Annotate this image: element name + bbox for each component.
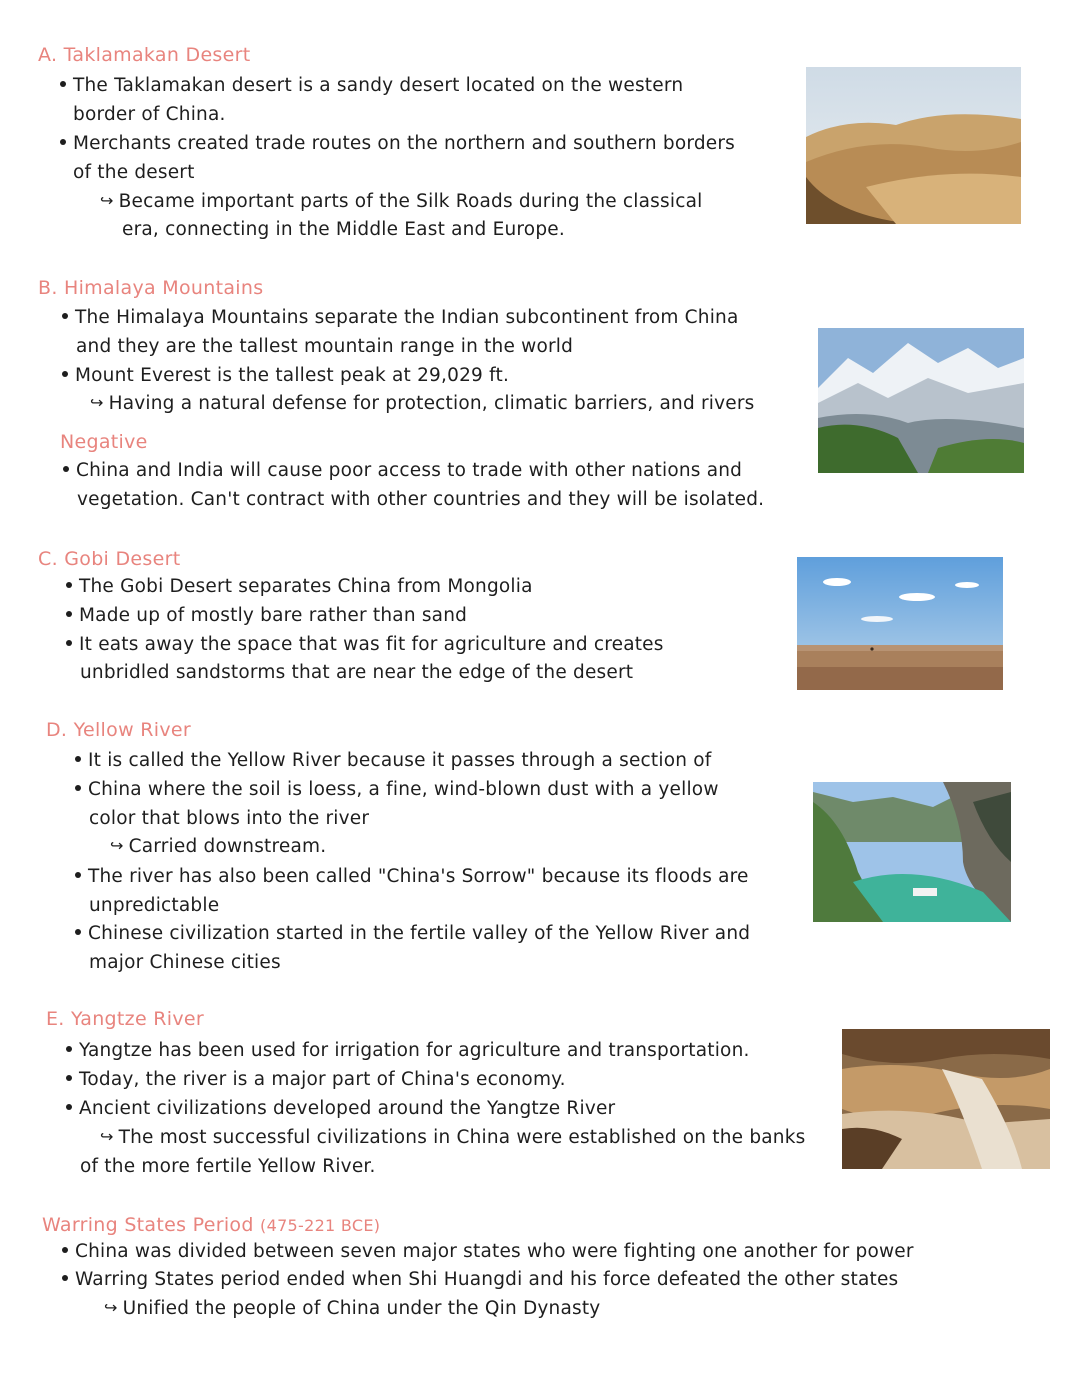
text-line: Merchants created trade routes on the northern and southern borders [60, 133, 735, 154]
text-line: China where the soil is loess, a fine, wind-blown dust with a yellow [75, 779, 719, 800]
text-line: Warring States period ended when Shi Huangdi and his force defeated the other states [62, 1269, 898, 1290]
text-line: The Taklamakan desert is a sandy desert located on the western [60, 75, 683, 96]
text-line: ↪ Carried downstream. [110, 836, 327, 857]
bullet-icon [66, 1104, 72, 1110]
text-line: unpredictable [89, 895, 220, 916]
hook-arrow-icon: ↪ [100, 1127, 114, 1146]
hook-arrow-icon: ↪ [110, 836, 124, 855]
hook-arrow-icon: ↪ [104, 1298, 118, 1317]
text-line: and they are the tallest mountain range in the world [76, 336, 574, 357]
text-line: unbridled sandstorms that are near the edge of the desert [80, 662, 634, 683]
text-line: It eats away the space that was fit for agriculture and creates [66, 634, 664, 655]
snowy-mountains-photo [818, 328, 1024, 473]
bullet-icon [75, 785, 81, 791]
bullet-icon [62, 1275, 68, 1281]
bullet-icon [66, 582, 72, 588]
gobi-plain-photo [797, 557, 1003, 690]
river-gorge-photo [813, 782, 1011, 922]
heading-yangtze: E. Yangtze River [46, 1008, 204, 1030]
heading-yellow-river: D. Yellow River [46, 719, 191, 741]
text-line: ↪ Having a natural defense for protection, climatic barriers, and rivers [90, 393, 755, 414]
heading-negative: Negative [60, 431, 148, 453]
bullet-icon [66, 611, 72, 617]
bullet-icon [75, 929, 81, 935]
sand-dunes-photo [806, 67, 1021, 224]
bullet-icon [66, 1075, 72, 1081]
bullet-icon [62, 371, 68, 377]
bullet-icon [63, 466, 69, 472]
heading-gobi: C. Gobi Desert [38, 548, 181, 570]
text-line: of the desert [73, 162, 195, 183]
text-line: ↪ The most successful civilizations in China were established on the banks [100, 1127, 806, 1148]
text-line: border of China. [73, 104, 226, 125]
text-line: Mount Everest is the tallest peak at 29,029 ft. [62, 365, 509, 386]
text-line: major Chinese cities [89, 952, 281, 973]
hook-arrow-icon: ↪ [90, 393, 104, 412]
text-line: ↪ Became important parts of the Silk Roads during the classical [100, 191, 703, 212]
text-line: vegetation. Can't contract with other countries and they will be isolated. [77, 489, 765, 510]
bullet-icon [62, 313, 68, 319]
text-line: Yangtze has been used for irrigation for agriculture and transportation. [66, 1040, 750, 1061]
bullet-icon [60, 81, 66, 87]
text-line: The Gobi Desert separates China from Mongolia [66, 576, 533, 597]
heading-taklamakan: A. Taklamakan Desert [38, 44, 251, 66]
text-line: The river has also been called "China's Sorrow" because its floods are [75, 866, 749, 887]
heading-warring-states: Warring States Period (475-221 BCE) [42, 1214, 381, 1236]
text-line: China and India will cause poor access to trade with other nations and [63, 460, 742, 481]
bullet-icon [66, 1046, 72, 1052]
text-line: ↪ Unified the people of China under the Qin Dynasty [104, 1298, 601, 1319]
waterfall-photo [842, 1029, 1050, 1169]
text-line: of the more fertile Yellow River. [80, 1156, 376, 1177]
text-line: Today, the river is a major part of China's economy. [66, 1069, 566, 1090]
text-line: The Himalaya Mountains separate the Indian subcontinent from China [62, 307, 739, 328]
heading-himalaya: B. Himalaya Mountains [38, 277, 264, 299]
text-line: era, connecting in the Middle East and Europe. [122, 219, 565, 240]
hook-arrow-icon: ↪ [100, 191, 114, 210]
text-line: Made up of mostly bare rather than sand [66, 605, 467, 626]
bullet-icon [75, 756, 81, 762]
bullet-icon [75, 872, 81, 878]
text-line: color that blows into the river [89, 808, 370, 829]
text-line: Chinese civilization started in the fertile valley of the Yellow River and [75, 923, 750, 944]
bullet-icon [62, 1247, 68, 1253]
text-line: It is called the Yellow River because it passes through a section of [75, 750, 711, 771]
bullet-icon [60, 139, 66, 145]
bullet-icon [66, 640, 72, 646]
text-line: Ancient civilizations developed around the Yangtze River [66, 1098, 615, 1119]
text-line: China was divided between seven major states who were fighting one another for power [62, 1241, 914, 1262]
